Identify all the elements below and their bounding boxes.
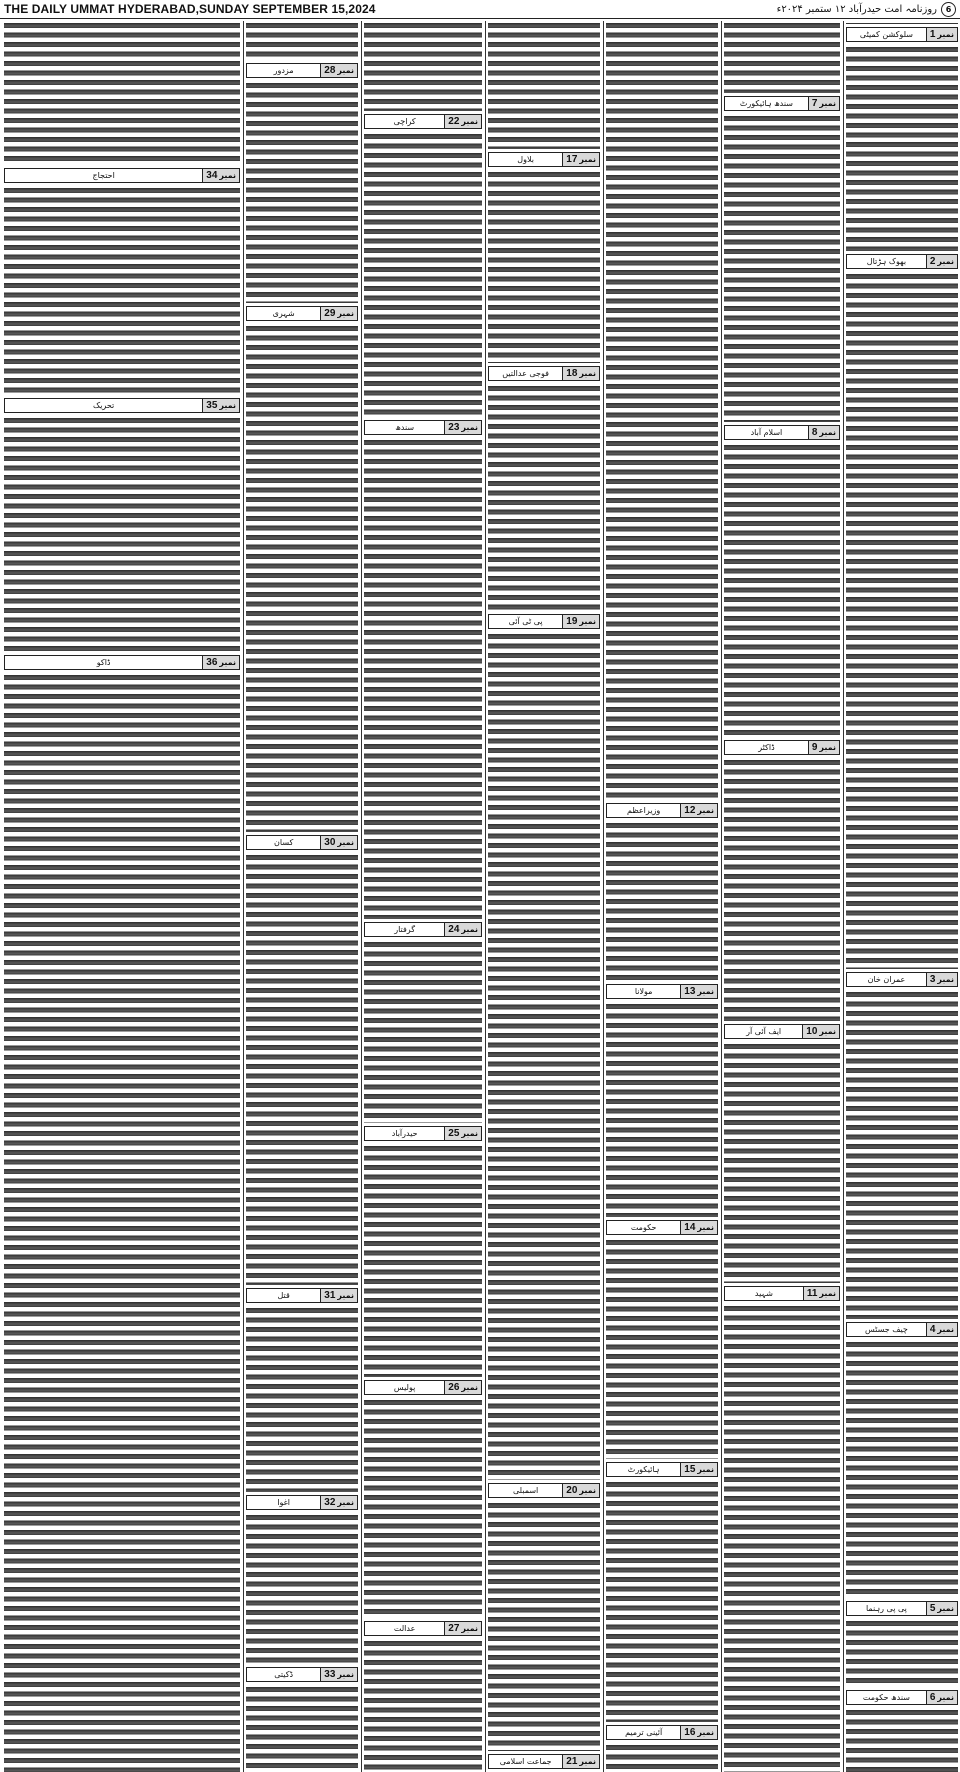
story-number-box [803,1287,839,1300]
story-number-box [926,1691,957,1704]
story-number-box [562,1755,599,1768]
story-header [364,420,482,435]
story-number-box [926,28,957,41]
story-number: 30 [324,837,336,848]
article-text-block [846,21,958,24]
story-title: عدالت [393,1624,416,1633]
story-number: 25 [448,1128,460,1139]
story-number-prefix: نمبر [579,617,596,626]
story-title: اغوا [277,1498,291,1507]
story-number-prefix: نمبر [461,117,478,126]
news-column [604,21,720,1772]
story-header [606,1462,718,1477]
story-number-box [926,1323,957,1336]
story-header [246,835,358,850]
story-number-box [202,169,239,182]
article-text-block [606,1238,718,1459]
story-number-prefix: نمبر [937,1604,954,1613]
story-title: اسمبلی [513,1486,539,1495]
article-text-block [606,1002,718,1217]
article-text-block [846,45,958,251]
story-number: 24 [448,924,460,935]
story-number-prefix: نمبر [697,806,714,815]
story-number: 32 [324,1497,336,1508]
story-header [724,425,840,440]
story-number-box [808,97,839,110]
story-number-prefix: نمبر [937,257,954,266]
story-number-prefix: نمبر [337,1670,354,1679]
article-text-block [4,416,240,652]
story-number-box [202,656,239,669]
article-text-block [724,443,840,737]
article-text-block [846,272,958,969]
article-text-block [724,758,840,1021]
story-number-box [320,1668,357,1681]
story-number-prefix: نمبر [819,743,836,752]
story-number: 10 [806,1026,818,1037]
story-number-prefix: نمبر [697,1223,714,1232]
story-header [488,614,600,629]
story-number-box [680,1726,717,1739]
story-number: 4 [929,1324,936,1335]
story-header [4,398,240,413]
story-number-box [808,426,839,439]
article-text-block [488,632,600,1480]
story-number-box [680,985,717,998]
story-number: 23 [448,422,460,433]
story-number-prefix: نمبر [337,66,354,75]
story-title: پی ٹی آئی [508,617,543,626]
article-text-block [724,114,840,422]
article-text-block [606,821,718,981]
story-number-prefix: نمبر [337,309,354,318]
article-text-block [364,21,482,111]
story-number: 27 [448,1623,460,1634]
article-text-block [846,1708,958,1772]
story-number: 34 [206,170,218,181]
story-number: 2 [929,256,936,267]
story-number-prefix: نمبر [937,1325,954,1334]
news-column [722,21,842,1772]
story-title: سندھ ہائیکورٹ [739,99,793,108]
story-header [606,1725,718,1740]
article-text-block [606,1743,718,1772]
story-header [364,1621,482,1636]
article-text-block [724,21,840,93]
story-number: 21 [566,1756,578,1767]
story-title: اسلام آباد [750,428,783,437]
story-number: 7 [811,98,818,109]
article-text-block [846,990,958,1319]
story-number-box [444,1127,481,1140]
story-header [724,1286,840,1301]
news-column [844,21,960,1772]
article-text-block [364,940,482,1123]
story-header [246,1667,358,1682]
story-number-prefix: نمبر [461,423,478,432]
article-text-block [606,21,718,800]
article-text-block [488,384,600,611]
story-number: 15 [684,1464,696,1475]
story-number: 28 [324,65,336,76]
story-number: 6 [929,1692,936,1703]
story-header [4,168,240,183]
story-title: ہائیکورٹ [627,1465,660,1474]
story-number: 8 [811,427,818,438]
story-number-prefix: نمبر [219,401,236,410]
story-number-prefix: نمبر [219,171,236,180]
story-title: عمران خان [867,975,906,984]
story-number: 11 [806,1288,818,1299]
story-number-prefix: نمبر [337,1291,354,1300]
story-title: شہید [754,1289,773,1298]
story-header [724,96,840,111]
story-number-box [444,1622,481,1635]
story-number: 31 [324,1290,336,1301]
story-title: تحریک [93,401,115,410]
story-number-box [444,115,481,128]
news-column [362,21,484,1772]
story-number-prefix: نمبر [937,1693,954,1702]
story-title: پی پی رہنما [865,1604,907,1613]
article-text-block [724,1042,840,1283]
story-number: 33 [324,1669,336,1680]
story-title: آئینی ترمیم [625,1728,663,1737]
story-header [846,27,958,42]
story-header [488,152,600,167]
story-number-prefix: نمبر [461,1383,478,1392]
story-title: ایف آئی آر [746,1027,782,1036]
story-title: حکومت [630,1223,657,1232]
news-column [486,21,602,1772]
story-number: 29 [324,308,336,319]
story-header [4,655,240,670]
story-number: 35 [206,400,218,411]
article-text-block [246,1685,358,1772]
story-number: 14 [684,1222,696,1233]
story-number-box [320,1289,357,1302]
story-title: پولیس [393,1383,416,1392]
article-text-block [246,324,358,832]
story-header [364,1126,482,1141]
story-header [724,1024,840,1039]
story-number-box [562,615,599,628]
story-number-box [562,367,599,380]
story-header [246,306,358,321]
story-number-box [926,255,957,268]
story-header [606,803,718,818]
article-text-block [4,186,240,395]
story-number-prefix: نمبر [819,99,836,108]
article-text-block [488,170,600,363]
story-title: شہری [272,309,295,318]
story-number-box [444,421,481,434]
story-number-prefix: نمبر [337,1498,354,1507]
article-text-block [246,81,358,303]
story-header [246,1495,358,1510]
story-number-box [320,64,357,77]
story-header [846,1690,958,1705]
story-header [846,1601,958,1616]
story-number-box [680,1463,717,1476]
masthead [0,0,960,19]
story-number-prefix: نمبر [461,1129,478,1138]
story-number-prefix: نمبر [697,1465,714,1474]
story-number-box [802,1025,839,1038]
story-header [246,63,358,78]
story-number-prefix: نمبر [937,30,954,39]
story-title: حیدرآباد [391,1129,418,1138]
article-text-block [724,1304,840,1772]
story-title: سندھ [395,423,415,432]
story-number: 18 [566,368,578,379]
story-header [488,1483,600,1498]
story-number-prefix: نمبر [819,1027,836,1036]
article-text-block [488,1501,600,1751]
article-text-block [246,21,358,60]
story-number: 19 [566,616,578,627]
story-header [846,254,958,269]
story-number-box [444,923,481,936]
story-number: 5 [929,1603,936,1614]
story-title: احتجاج [92,171,115,180]
article-text-block [246,1306,358,1492]
story-number-box [444,1381,481,1394]
story-number: 36 [206,657,218,668]
story-header [488,366,600,381]
story-title: بھوک ہڑتال [866,257,907,266]
article-text-block [246,1513,358,1664]
article-text-block [488,21,600,149]
story-title: بلاول [517,155,534,164]
story-number-prefix: نمبر [461,1624,478,1633]
story-number-prefix: نمبر [937,975,954,984]
article-text-block [4,21,240,165]
story-number: 17 [566,154,578,165]
story-number-box [562,153,599,166]
masthead-urdu-text: روزنامہ امت حیدرآباد ۱۲ ستمبر ۲۰۲۴ء [776,3,937,15]
story-title: چیف جسٹس [864,1325,908,1334]
story-number-prefix: نمبر [819,1289,836,1298]
story-title: ڈکیتی [274,1670,294,1679]
story-number-prefix: نمبر [579,369,596,378]
story-number-box [202,399,239,412]
story-title: جماعت اسلامی [499,1757,552,1766]
article-text-block [364,1398,482,1618]
masthead-english-title: THE DAILY UMMAT HYDERABAD,SUNDAY SEPTEMBER 15,2024 [4,2,376,16]
story-header [364,1380,482,1395]
story-title: وزیراعظم [627,806,661,815]
story-title: ڈاکو [96,658,111,667]
story-number-prefix: نمبر [697,987,714,996]
news-column [244,21,360,1772]
article-text-block [364,132,482,417]
story-number: 20 [566,1485,578,1496]
story-title: سلوکشن کمیٹی [859,30,913,39]
story-header [846,972,958,987]
story-number-prefix: نمبر [579,1757,596,1766]
story-number: 9 [811,742,818,753]
article-text-block [4,673,240,1772]
story-number-prefix: نمبر [579,155,596,164]
article-text-block [846,1619,958,1687]
story-title: مزدور [273,66,294,75]
newspaper-columns [0,21,960,1772]
story-title: گرفتار [394,925,416,934]
story-title: قتل [277,1291,290,1300]
story-title: سندھ حکومت [862,1693,910,1702]
news-column [2,21,242,1772]
story-header [364,922,482,937]
story-number-box [320,307,357,320]
article-text-block [364,1144,482,1377]
story-title: کسان [274,838,294,847]
story-number-box [926,973,957,986]
story-number-box [926,1602,957,1615]
article-text-block [846,1340,958,1598]
story-title: کراچی [393,117,416,126]
story-header [364,114,482,129]
story-number: 26 [448,1382,460,1393]
story-number-prefix: نمبر [337,838,354,847]
story-title: مولانا [634,987,653,996]
story-number-box [680,804,717,817]
story-number: 16 [684,1727,696,1738]
story-title: ڈاکٹر [758,743,775,752]
story-number-prefix: نمبر [219,658,236,667]
story-header [606,984,718,999]
story-header [488,1754,600,1769]
page-number-badge: 6 [941,2,956,17]
story-number: 1 [929,29,936,40]
story-number: 13 [684,986,696,997]
story-number: 3 [929,974,936,985]
story-number-box [320,1496,357,1509]
story-number: 22 [448,116,460,127]
article-text-block [364,438,482,919]
story-number-box [808,741,839,754]
story-number-prefix: نمبر [697,1728,714,1737]
story-header [846,1322,958,1337]
story-number-prefix: نمبر [461,925,478,934]
story-header [246,1288,358,1303]
article-text-block [364,1639,482,1772]
story-number-prefix: نمبر [819,428,836,437]
story-number: 12 [684,805,696,816]
story-number-box [680,1221,717,1234]
story-number-prefix: نمبر [579,1486,596,1495]
story-header [724,740,840,755]
story-header [606,1220,718,1235]
story-title: فوجی عدالتیں [502,369,549,378]
masthead-urdu-title [777,2,956,17]
story-number-box [562,1484,599,1497]
article-text-block [606,1480,718,1722]
story-number-box [320,836,357,849]
article-text-block [246,853,358,1285]
